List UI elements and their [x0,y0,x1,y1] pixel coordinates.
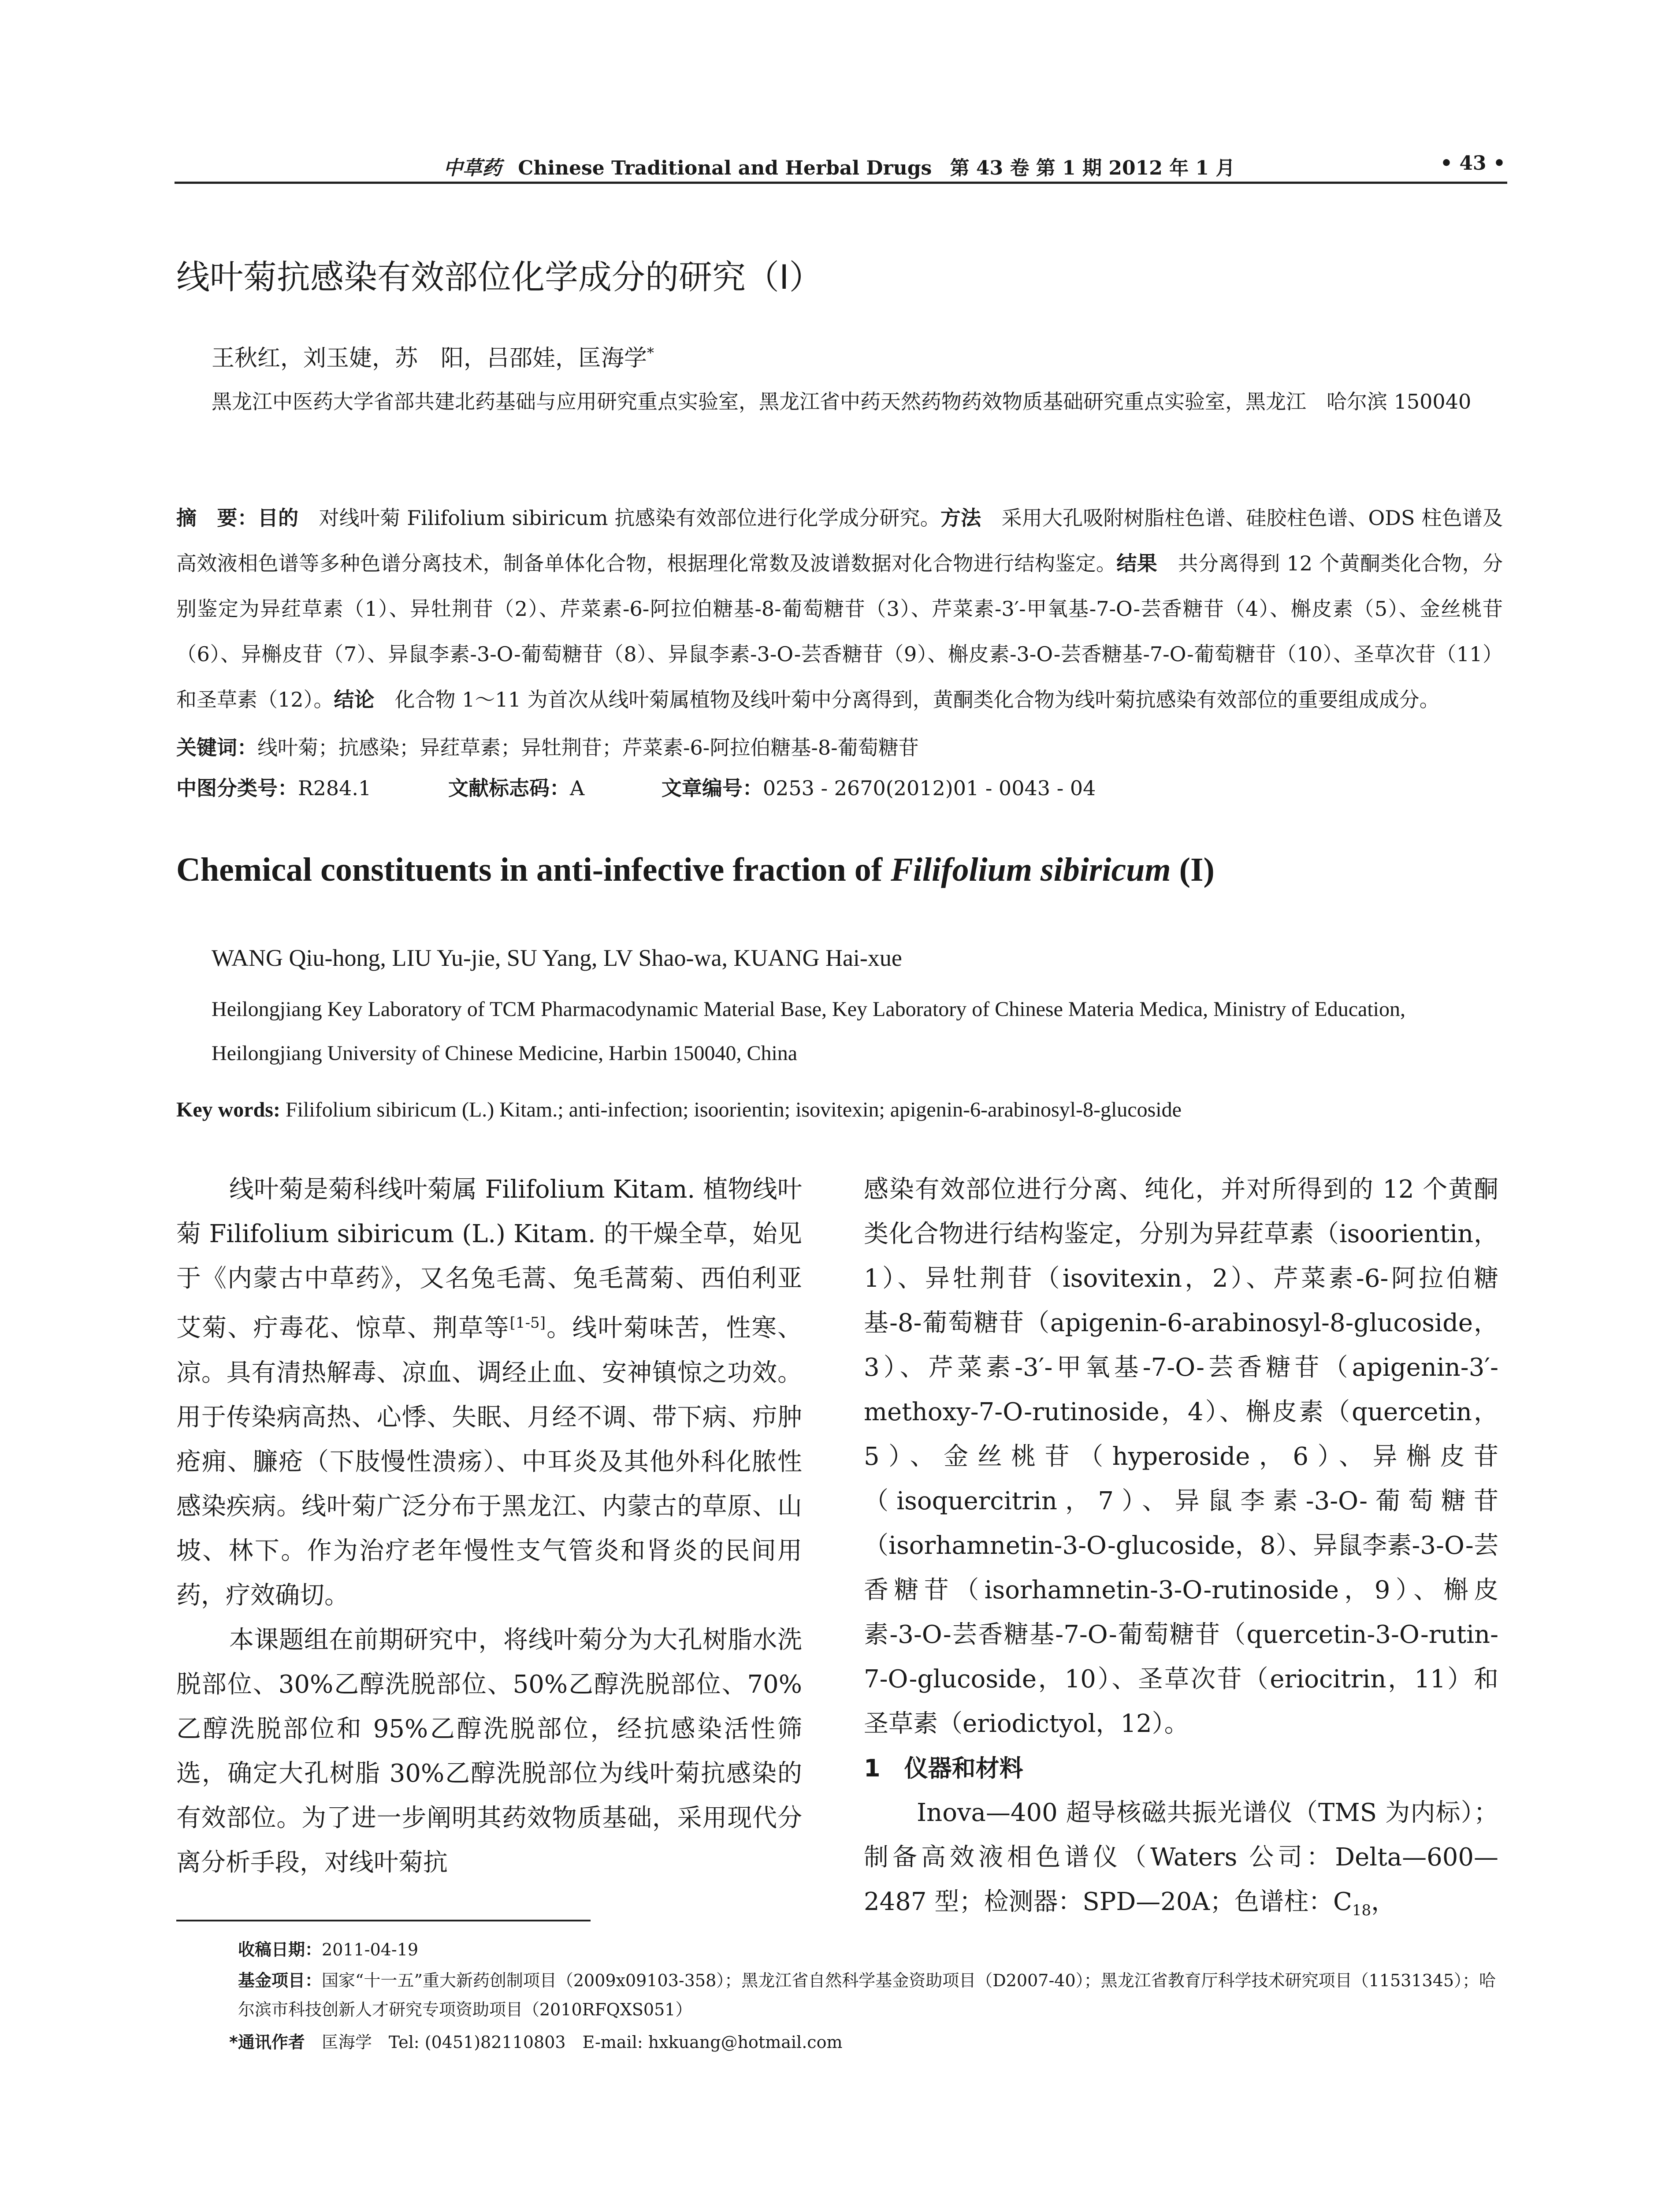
body-paragraph-3 [864,1167,1498,1746]
footnote-rule [176,1920,591,1921]
article-no-label: 文章编号： [661,776,763,800]
title-en-suffix: (I) [1171,851,1215,888]
title-en [176,851,1215,889]
journal-header [443,152,1235,180]
clc-label: 中图分类号： [176,776,298,800]
journal-name-en: Chinese Traditional and Herbal Drugs [518,157,932,179]
affiliation-en: Heilongjiang Key Laboratory of TCM Pharmacodynamic Material Base, Key Laboratory of Chinese Materia Medica, Ministry of Education, Heilongjiang University of Chinese Medicine, Harbin 150040, China [212,998,1405,1065]
title-cn: 线叶菊抗感染有效部位化学成分的研究（I） [176,257,823,297]
keywords-cn [176,732,1503,761]
keywords-cn-text: 线叶菊；抗感染；异荭草素；异牡荆苷；芹菜素-6-阿拉伯糖基-8-葡萄糖苷 [257,736,919,759]
doc-code-label: 文献标志码： [448,776,570,800]
body-p3-text: 感染有效部位进行分离、纯化，并对所得到的 12 个黄酮类化合物进行结构鉴定，分别为异荭草素（isoorientin，1）、异牡荆苷（isovitexin，2）、芹菜素-6-阿拉伯糖基-8-葡萄糖苷（apigenin-6-arabinosyl-8-glucoside，3）、芹菜素-3′-甲氧基-7-O-芸香糖苷（apigenin-3′-methoxy-7-O-rutinoside，4）、槲皮素（quercetin，5）、金丝桃苷（hyperoside，6）、异槲皮苷（isoquercitrin，7）、异鼠李素-3-O-葡萄糖苷（isorhamnetin-3-O-glucoside，8）、异鼠李素-3-O-芸香糖苷（isorhamnetin-3-O-rutinoside，9）、槲皮素-3-O-芸香糖基-7-O-葡萄糖苷（quercetin-3-O-rutin-7-O-glucoside，10）、圣草次苷（eriocitrin，11）和圣草素（eriodictyol，12）。 [864,1175,1498,1738]
affiliation-cn: 黑龙江中医药大学省部共建北药基础与应用研究重点实验室，黑龙江省中药天然药物药效物质基础研究重点实验室，黑龙江 哈尔滨 150040 [212,390,1472,413]
received-label: 收稿日期： [238,1940,322,1959]
abstract-cn [176,495,1503,722]
section-1-title: 1 仪器和材料 [864,1754,1023,1782]
page-number: • 43 • [1440,152,1505,175]
citation-ref: [1-5] [509,1314,546,1332]
objective-label: 目的 [257,506,299,530]
body-p2-text: 本课题组在前期研究中，将线叶菊分为大孔树脂水洗脱部位、30%乙醇洗脱部位、50%乙醇洗脱部位、70%乙醇洗脱部位和 95%乙醇洗脱部位，经抗感染活性筛选，确定大孔树脂 30%乙醇洗脱部位为线叶菊抗感染的有效部位。为了进一步阐明其药效物质基础，采用现代分离分析手段，对线叶菊抗 [176,1625,802,1877]
objective-text: 对线叶菊 Filifolium sibiricum 抗感染有效部位进行化学成分研究。 [298,506,940,530]
article-no-value: 0253 - 2670(2012)01 - 0043 - 04 [762,776,1096,800]
keywords-en [176,1098,1507,1122]
doc-code-value: A [569,776,585,800]
body-column-right [864,1167,1498,1933]
conclusion-text: 化合物 1～11 为首次从线叶菊属植物及线叶菊中分离得到，黄酮类化合物为线叶菊抗感染有效部位的重要组成成分。 [374,688,1440,711]
body-p1-text-cont: 。线叶菊味苦，性寒、凉。具有清热解毒、凉血、调经止血、安神镇惊之功效。用于传染病高热、心悸、失眠、月经不调、带下病、疖肿疮痈、臁疮（下肢慢性溃疡）、中耳炎及其他外科化脓性感染疾病。线叶菊广泛分布于黑龙江、内蒙古的草原、山坡、林下。作为治疗老年慢性支气管炎和肾炎的民间用药，疗效确切。 [176,1314,803,1610]
footnote-received [238,1935,1503,1964]
result-label: 结果 [1116,551,1158,575]
body-paragraph-2 [176,1618,802,1885]
authors-cn [212,339,654,372]
body-p4-text: Inova—400 超导核磁共振光谱仪（TMS 为内标）；制备高效液相色谱仪（Waters 公司：Delta—600—2487 型；检测器：SPD—20A；色谱柱：C [864,1798,1498,1916]
corr-text: 匡海学 Tel: (0451)82110803 E-mail: hxkuang@hotmail.com [305,2033,843,2052]
keywords-en-text: Filifolium sibiricum (L.) Kitam.; anti-infection; isoorientin; isovitexin; apigenin-6-arabinosyl-8-glucoside [280,1098,1182,1121]
fund-label: 基金项目： [238,1971,322,1990]
body-p4-end: ， [1371,1888,1396,1916]
result-text: 共分离得到 12 个黄酮类化合物，分别鉴定为异荭草素（1）、异牡荆苷（2）、芹菜素-6-阿拉伯糖基-8-葡萄糖苷（3）、芹菜素-3′-甲氧基-7-O-芸香糖苷（4）、槲皮素（5）、金丝桃苷（6）、异槲皮苷（7）、异鼠李素-3-O-葡萄糖苷（8）、异鼠李素-3-O-芸香糖苷（9）、槲皮素-3-O-芸香糖基-7-O-葡萄糖苷（10）、圣草次苷（11）和圣草素（12）。 [176,551,1503,711]
footnote-correspondence [229,2028,1498,2057]
clc-value: R284.1 [298,776,372,800]
keywords-en-label: Key words: [176,1098,280,1121]
method-label: 方法 [940,506,981,530]
fund-text: 国家“十一五”重大新药创制项目（2009x09103-358）；黑龙江省自然科学基金资助项目（D2007-40）；黑龙江省教育厅科学技术研究项目（11531345）；哈尔滨市科技创新人才研究专项资助项目（2010RFQXS051） [238,1971,1496,2019]
authors-en: WANG Qiu-hong, LIU Yu-jie, SU Yang, LV Shao-wa, KUANG Hai-xue [212,945,902,971]
method-text: 采用大孔吸附树脂柱色谱、硅胶柱色谱、ODS 柱色谱及高效液相色谱等多种色谱分离技术，制备单体化合物，根据理化常数及波谱数据对化合物进行结构鉴定。 [176,506,1503,575]
corresponding-mark: * [647,344,654,361]
journal-name-cn: 中草药 [443,157,502,179]
title-en-main: Chemical constituents in anti-infective fraction of [176,851,891,888]
footnote-fund [238,1966,1507,2024]
received-date: 2011-04-19 [322,1940,419,1959]
classification-line [176,772,1503,801]
conclusion-label: 结论 [334,688,375,711]
running-header [175,152,1505,179]
authors-cn-text: 王秋红，刘玉婕，苏 阳，吕邵娃，匡海学 [212,345,647,372]
journal-issue: 第 43 卷 第 1 期 2012 年 1 月 [950,157,1235,179]
corr-label: *通讯作者 [229,2033,305,2052]
body-p4-subscript: 18 [1352,1902,1372,1920]
body-paragraph-4 [864,1791,1498,1933]
body-column-left [176,1167,802,1885]
header-rule [175,182,1507,184]
section-heading-1 [864,1746,1498,1791]
keywords-cn-label: 关键词： [176,736,257,759]
body-p1-text: 线叶菊是菊科线叶菊属 Filifolium Kitam. 植物线叶菊 Filifolium sibiricum (L.) Kitam. 的干燥全草，始见于《内蒙古中草药》，又名兔毛蒿、兔毛蒿菊、西伯利亚艾菊、疔毒花、惊草、荆草等 [176,1175,802,1343]
title-en-species: Filifolium sibiricum [891,851,1171,888]
body-paragraph-1 [176,1167,802,1618]
abstract-label: 摘 要： [176,506,258,530]
